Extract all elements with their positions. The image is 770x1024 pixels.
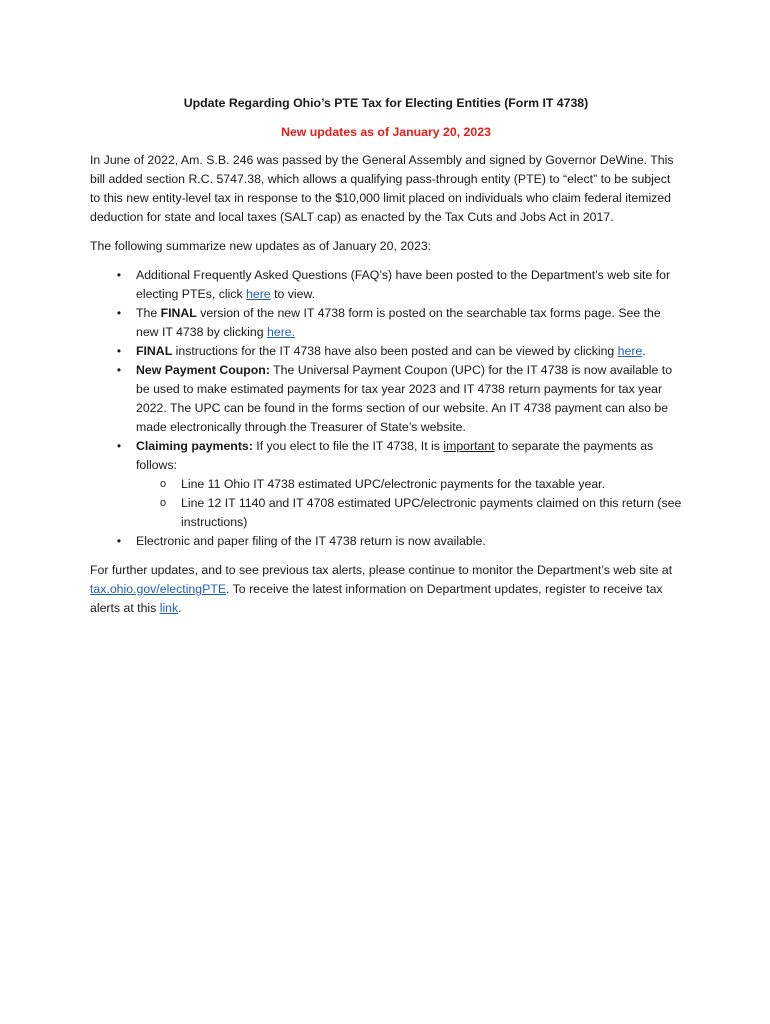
bullet-icon: • [116,306,122,320]
important-underlined: important [443,439,495,453]
claiming-sub-list [136,475,682,532]
list-item-payment-coupon: • New Payment Coupon: The Universal Payment Coupon (UPC) for the IT 4738 is now available to be used to make estimated payments for tax year 2023 and IT 4738 return payments for tax year 2022. The UPC can be found in the forms section of our website. An IT 4738 payment can also be made electronically through the Treasurer of State’s website. [90,361,682,437]
bullet-icon: • [116,439,122,453]
list-item-final-instructions: • FINAL instructions for the IT 4738 have also been posted and can be viewed by clicking here. [90,342,682,361]
electing-pte-site-link[interactable]: tax.ohio.gov/electingPTE [90,582,227,596]
sub-bullet-icon: o [159,478,167,490]
document-title: Update Regarding Ohio’s PTE Tax for Electing Entities (Form IT 4738) [183,96,589,110]
list-item-claiming-payments: • Claiming payments: If you elect to file the IT 4738, It is important to separate the payments as follows: o Line 11 Ohio IT 4738 estimated UPC/electronic payments for the taxable year. o Line 12 IT 1140 and IT 4708 estimated UPC/electronic payments claimed on this return (see instructions) [90,437,682,532]
final-instructions-link[interactable]: here [617,344,643,358]
sub-list-item: o Line 11 Ohio IT 4738 estimated UPC/electronic payments for the taxable year. [136,475,682,494]
list-item-final-form: • The FINAL version of the new IT 4738 form is posted on the searchable tax forms page. See the new IT 4738 by clicking here. [90,304,682,342]
list-item-filing: • Electronic and paper filing of the IT 4738 return is now available. [90,532,682,551]
tax-alerts-link[interactable]: link [159,601,179,615]
intro-paragraph: In June of 2022, Am. S.B. 246 was passed by the General Assembly and signed by Governor DeWine. This bill added section R.C. 5747.38, which allows a qualifying pass-through entity (PTE) to “elect” to be subject to this new entity-level tax in response to the $10,000 limit placed on individuals who claim federal itemized deduction for state and local taxes (SALT cap) as enacted by the Tax Cuts and Jobs Act in 2017. [90,153,674,224]
closing-paragraph: For further updates, and to see previous tax alerts, please continue to monitor the Department’s web site at tax.ohio.gov/electingPTE. To receive the latest information on Department updates, register to receive tax alerts at this link. [90,563,673,615]
update-date-subtitle: New updates as of January 20, 2023 [281,125,491,139]
bullet-icon: • [116,268,122,282]
list-item-faq: • Additional Frequently Asked Questions (FAQ’s) have been posted to the Department’s web site for electing PTEs, click here to view. [90,266,682,304]
faq-link[interactable]: here [246,287,271,301]
sub-list-item: o Line 12 IT 1140 and IT 4708 estimated UPC/electronic payments claimed on this return (see instructions) [159,496,682,529]
bullet-icon: • [116,363,122,377]
bullet-icon: • [116,344,122,358]
final-form-link[interactable]: here. [267,325,296,339]
sub-bullet-icon: o [159,497,167,509]
updates-list [90,266,682,551]
summary-lead: The following summarize new updates as of January 20, 2023: [90,239,432,253]
bullet-icon: • [116,534,122,548]
